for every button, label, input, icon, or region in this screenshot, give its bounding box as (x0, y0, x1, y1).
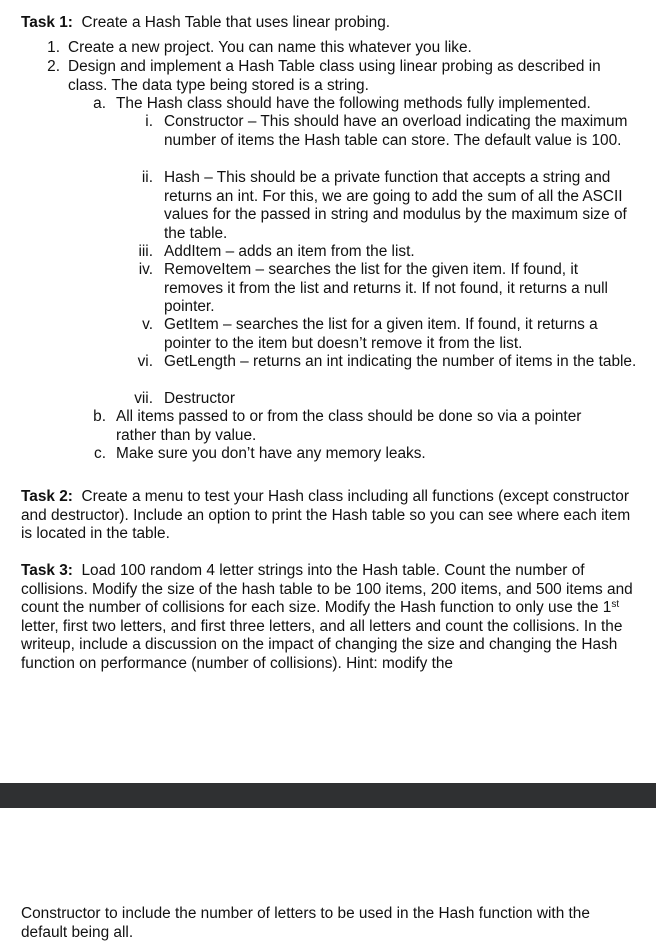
method-marker: i. (145, 113, 153, 130)
task1-heading (21, 14, 646, 33)
method-text: GetLength – returns an int indicating the number of items in the table. (164, 353, 637, 370)
method-marker: vii. (134, 390, 153, 407)
method-marker: iii. (138, 243, 153, 260)
task3-text-end: letter, first two letters, and first three letters, and all letters and count the collisions. In the writeup, include a discussion on the impact of changing the size and changing the Hash function on performance (number of collisions). Hint: modify the (21, 617, 623, 672)
continuation-text: Constructor to include the number of letters to be used in the Hash function with the default being all. (21, 905, 590, 941)
step-text: Design and implement a Hash Table class using linear probing as described in class. The data type being stored is a string. (68, 58, 601, 94)
sub-text: Make sure you don’t have any memory leaks. (116, 445, 426, 462)
task3-label: Task 3: (21, 562, 73, 579)
method-text: Constructor – This should have an overload indicating the maximum number of items the Hash table can store. The default value is 100. (164, 113, 628, 149)
sub-marker: b. (93, 408, 106, 425)
page-break-divider (0, 783, 656, 808)
sub-text: The Hash class should have the following methods fully implemented. (116, 95, 591, 112)
task3-superscript: st (611, 599, 620, 611)
step-text: Create a new project. You can name this whatever you like. (68, 39, 472, 56)
sub-marker: a. (93, 95, 106, 112)
task2-paragraph (21, 488, 633, 544)
method-marker: iv. (138, 261, 153, 278)
task1-title: Create a Hash Table that uses linear probing. (81, 14, 391, 31)
method-text: Hash – This should be a private function that accepts a string and returns an int. For this, we are going to add the sum of all the ASCII values for the passed in string and modulus by the maximum size of the table. (164, 169, 627, 242)
sub-text: All items passed to or from the class should be done so via a pointer rather than by value. (116, 408, 582, 444)
step-marker: 1. (47, 39, 60, 56)
task2-label: Task 2: (21, 488, 73, 505)
step-marker: 2. (47, 58, 60, 75)
task2-text: Create a menu to test your Hash class including all functions (except constructor and destructor). Include an option to print the Hash table so you can see where each item is located in the table. (21, 488, 631, 543)
method-text: GetItem – searches the list for a given item. If found, it returns a pointer to the item but doesn’t remove it from the list. (164, 316, 598, 352)
method-text: Destructor (164, 390, 235, 407)
method-marker: vi. (137, 353, 153, 370)
method-text: RemoveItem – searches the list for the given item. If found, it removes it from the list and returns it. If not found, it returns a null pointer. (164, 261, 608, 316)
task1-label: Task 1: (21, 14, 73, 31)
method-marker: ii. (141, 169, 153, 186)
sub-marker: c. (94, 445, 106, 462)
continuation-paragraph (21, 905, 633, 942)
method-text: AddItem – adds an item from the list. (164, 243, 415, 260)
task3-text-start: Load 100 random 4 letter strings into the Hash table. Count the number of collisions. Modify the size of the hash table to be 100 items, 200 items, and 500 items and count the number of collisions for each size. Modify the Hash function to only use the 1 (21, 562, 633, 617)
method-marker: v. (142, 316, 153, 333)
task3-paragraph (21, 562, 643, 674)
